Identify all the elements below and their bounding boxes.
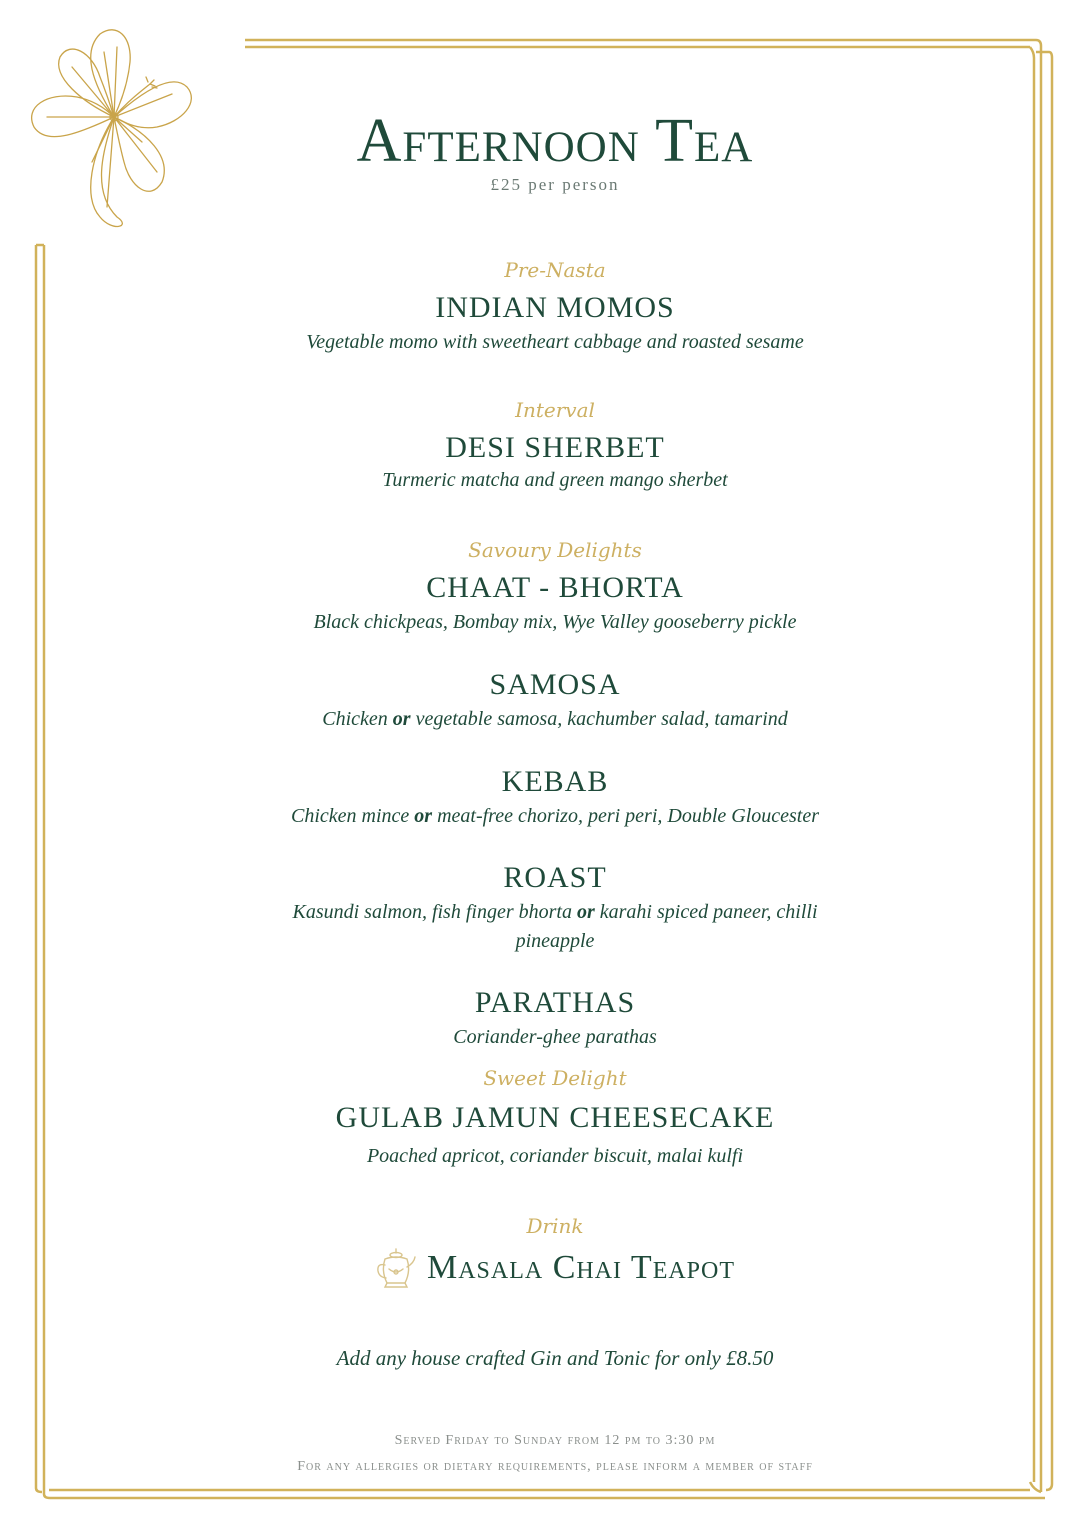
section-label-drink: Drink xyxy=(526,1214,584,1238)
footer-serving-times: Served Friday to Sunday from 12 pm to 3:30 pm xyxy=(394,1433,716,1448)
dish-desc-parathas: Coriander-ghee parathas xyxy=(453,1026,657,1048)
dish-name-kebab: KEBAB xyxy=(501,765,609,798)
dish-desc-gulab-jamun-cheesecake: Poached apricot, coriander biscuit, malai kulfi xyxy=(366,1145,744,1167)
section-label-savoury-delights: Savoury Delights xyxy=(468,538,642,562)
dish-desc-roast: Kasundi salmon, fish finger bhorta or karahi spiced paneer, chilli pineapple xyxy=(292,901,818,952)
gin-tonic-offer: Add any house crafted Gin and Tonic for only £8.50 xyxy=(336,1346,774,1370)
dish-name-indian-momos: INDIAN MOMOS xyxy=(435,291,675,324)
dish-name-samosa: SAMOSA xyxy=(489,668,621,701)
dish-name-masala-chai-teapot: Masala Chai Teapot xyxy=(426,1249,736,1286)
section-label-interval: Interval xyxy=(515,398,595,422)
section-label-sweet-delight: Sweet Delight xyxy=(483,1066,627,1090)
dish-name-chaat-bhorta: CHAAT - BHORTA xyxy=(426,571,684,604)
dish-desc-desi-sherbet: Turmeric matcha and green mango sherbet xyxy=(382,469,728,491)
section-label-pre-nasta: Pre-Nasta xyxy=(504,258,606,282)
dish-desc-chaat-bhorta: Black chickpeas, Bombay mix, Wye Valley gooseberry pickle xyxy=(313,611,797,633)
drink-row xyxy=(200,1245,910,1295)
dish-name-desi-sherbet: DESI SHERBET xyxy=(445,431,665,464)
dish-desc-samosa: Chicken or vegetable samosa, kachumber salad, tamarind xyxy=(322,708,788,730)
dish-desc-kebab: Chicken mince or meat-free chorizo, peri peri, Double Gloucester xyxy=(290,805,820,827)
dish-name-roast: ROAST xyxy=(503,861,607,894)
footer-allergy-notice: For any allergies or dietary requirements, please inform a member of staff xyxy=(297,1459,813,1474)
price-per-person: £25 per person xyxy=(490,175,620,194)
hibiscus-flower-illustration xyxy=(22,22,207,232)
teapot-icon xyxy=(375,1245,417,1291)
dish-desc-indian-momos: Vegetable momo with sweetheart cabbage and roasted sesame xyxy=(306,331,804,353)
page-title: Afternoon Tea xyxy=(356,107,754,175)
dish-name-parathas: PARATHAS xyxy=(474,986,636,1019)
dish-name-gulab-jamun-cheesecake: GULAB JAMUN CHEESECAKE xyxy=(335,1101,775,1134)
